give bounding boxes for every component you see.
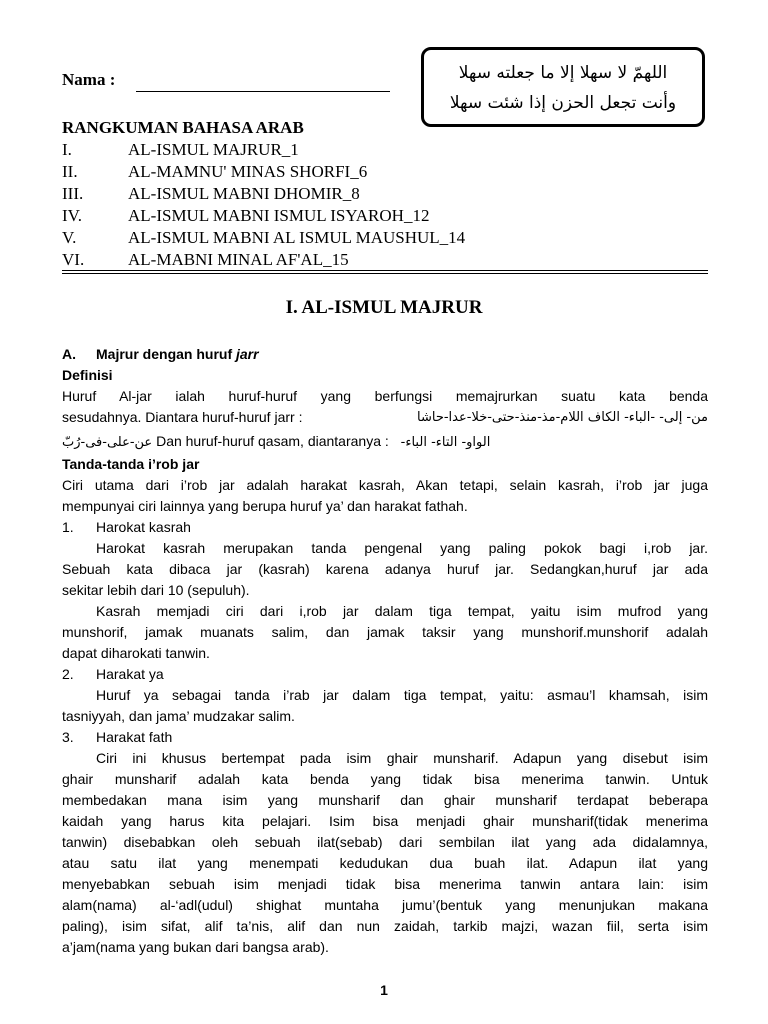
toc-item [62, 183, 712, 205]
toc-item-number: III. [62, 184, 84, 203]
subsection-heading [62, 344, 708, 365]
paragraph-line: ghair munsharif adalah kata benda yang tidak bisa menerima tanwin. Untuk [62, 771, 708, 787]
point-title: Harakat fath [96, 729, 173, 745]
toc-item-number: I. [62, 140, 72, 159]
toc-item [62, 139, 712, 161]
toc-item [62, 205, 712, 227]
paragraph-line: tasniyyah, dan jama’ mudzakar salim. [62, 708, 295, 724]
divider-rule-bottom [62, 273, 708, 274]
page-number: 1 [380, 982, 388, 998]
toc-item-text: AL-ISMUL MABNI DHOMIR_8 [128, 184, 360, 203]
point-title: Harokat kasrah [96, 519, 191, 535]
section-title: I. AL-ISMUL MAJRUR [285, 297, 483, 318]
paragraph-line: atau satu ilat yang menempati kedudukan dua buah ilat. Adapun ilat yang [62, 855, 708, 871]
qasam-letters-arabic: الواو- التاء- الباء- [400, 435, 491, 450]
paragraph-line: membedakan mana isim yang munsharif dan ghair munsharif terdapat beberapa [62, 792, 708, 808]
paragraph-line: Harokat kasrah merupakan tanda pengenal yang paling pokok bagi i,rob jar. [96, 540, 708, 556]
tanda-line: Ciri utama dari i’rob jar adalah harakat kasrah, Akan tetapi, selain kasrah, i’rob jar juga [62, 477, 708, 493]
paragraph-line: kaidah yang harus kita pelajari. Isim bisa menjadi ghair munsharif(tidak menerima [62, 813, 708, 829]
paragraph-line: Huruf ya sebagai tanda i’rab jar dalam tiga tempat, yaitu: asmau’l khamsah, isim [96, 687, 708, 703]
point-heading [62, 727, 708, 748]
point-heading [62, 664, 708, 685]
toc-item-number: V. [62, 228, 77, 247]
toc-item-number: IV. [62, 206, 82, 225]
tanda-line: mempunyai ciri lainnya yang berupa huruf ya’ dan harakat fathah. [62, 498, 468, 514]
point-heading [62, 517, 708, 538]
paragraph-line: paling), isim sifat, alif ta’nis, alif dan nun zaidah, tarkib majzi, wazan fiil, serta isim [62, 918, 708, 934]
definisi-label: Definisi [62, 367, 113, 383]
toc-item-text: AL-ISMUL MABNI ISMUL ISYAROH_12 [128, 206, 430, 225]
table-of-contents [62, 117, 712, 271]
subsection-number: A. [62, 346, 76, 362]
toc-item-number: II. [62, 162, 78, 181]
paragraph-line: Ciri ini khusus bertempat pada isim ghair munsharif. Adapun yang disebut isim [96, 750, 708, 766]
point-number: 1. [62, 519, 74, 535]
paragraph-line: Kasrah memjadi ciri dari i,rob jar dalam tiga tempat, yaitu isim mufrod yang [96, 603, 708, 619]
paragraph-line: dapat diharokati tanwin. [62, 645, 210, 661]
paragraph-line: sekitar lebih dari 10 (sepuluh). [62, 582, 250, 598]
paragraph-line: munshorif, jamak muanats salim, dan jamak taksir yang munshorif.munshorif adalah [62, 624, 708, 640]
paragraph-line: Sebuah kata dibaca jar (kasrah) karena adanya huruf jar. Sedangkan,huruf jar ada [62, 561, 708, 577]
toc-item-number: VI. [62, 250, 85, 269]
toc-item-text: AL-ISMUL MAJRUR_1 [128, 140, 299, 159]
paragraph-line: a’jam(nama yang bukan dari bangsa arab). [62, 939, 329, 955]
prayer-line-2: وأنت تجعل الحزن إذا شئت سهلا [449, 93, 677, 113]
toc-item [62, 161, 712, 183]
subsection-title [96, 344, 259, 365]
point-number: 2. [62, 666, 74, 682]
qasam-latin-text: Dan huruf-huruf qasam, diantaranya : [156, 433, 389, 449]
paragraph-line: menyebabkan sebuah isim menjadi tidak bisa menerima tanwin antara lain: isim [62, 876, 708, 892]
toc-item-text: AL-MABNI MINAL AF'AL_15 [128, 250, 349, 269]
paragraph-line: alam(nama) al-‘adl(udul) shighat muntaha jumu’(bentuk yang menunjukan makana [62, 897, 708, 913]
qasam-line [62, 428, 708, 454]
definition-latin-text: sesudahnya. Diantara huruf-huruf jarr : [62, 409, 303, 425]
toc-item-text: AL-MAMNU' MINAS SHORFI_6 [128, 162, 368, 181]
section-body [62, 344, 708, 958]
paragraph-line: tanwin) disebabkan oleh sebuah ilat(sebab) dari sembilan ilat yang ada didalamnya, [62, 834, 708, 850]
subsection-title-text: Majrur dengan huruf [96, 346, 236, 362]
jar-letters-arabic-continued: عن-على-فى-رُبّ [62, 435, 153, 450]
toc-item [62, 249, 712, 271]
toc-title: RANGKUMAN BAHASA ARAB [62, 118, 304, 137]
prayer-line-1: اللهمّ لا سهلا إلا ما جعلته سهلا [458, 63, 668, 83]
point-title: Harakat ya [96, 666, 164, 682]
divider-rule-top [62, 270, 708, 271]
prayer-box [421, 47, 705, 127]
tanda-label: Tanda-tanda i’rob jar [62, 456, 200, 472]
subsection-title-italic: jarr [236, 346, 259, 362]
definition-line-mixed [62, 407, 708, 428]
point-number: 3. [62, 729, 74, 745]
toc-item-text: AL-ISMUL MABNI AL ISMUL MAUSHUL_14 [128, 228, 466, 247]
toc-item [62, 227, 712, 249]
name-label: Nama : [62, 70, 116, 89]
name-blank-line [136, 91, 390, 92]
definition-line: Huruf Al-jar ialah huruf-huruf yang berfungsi memajrurkan suatu kata benda [62, 388, 708, 404]
jar-letters-arabic: من- إلى- -الباء- الكاف اللام-مذ-منذ-حتى-خلا-عدا-حاشا [417, 410, 708, 425]
